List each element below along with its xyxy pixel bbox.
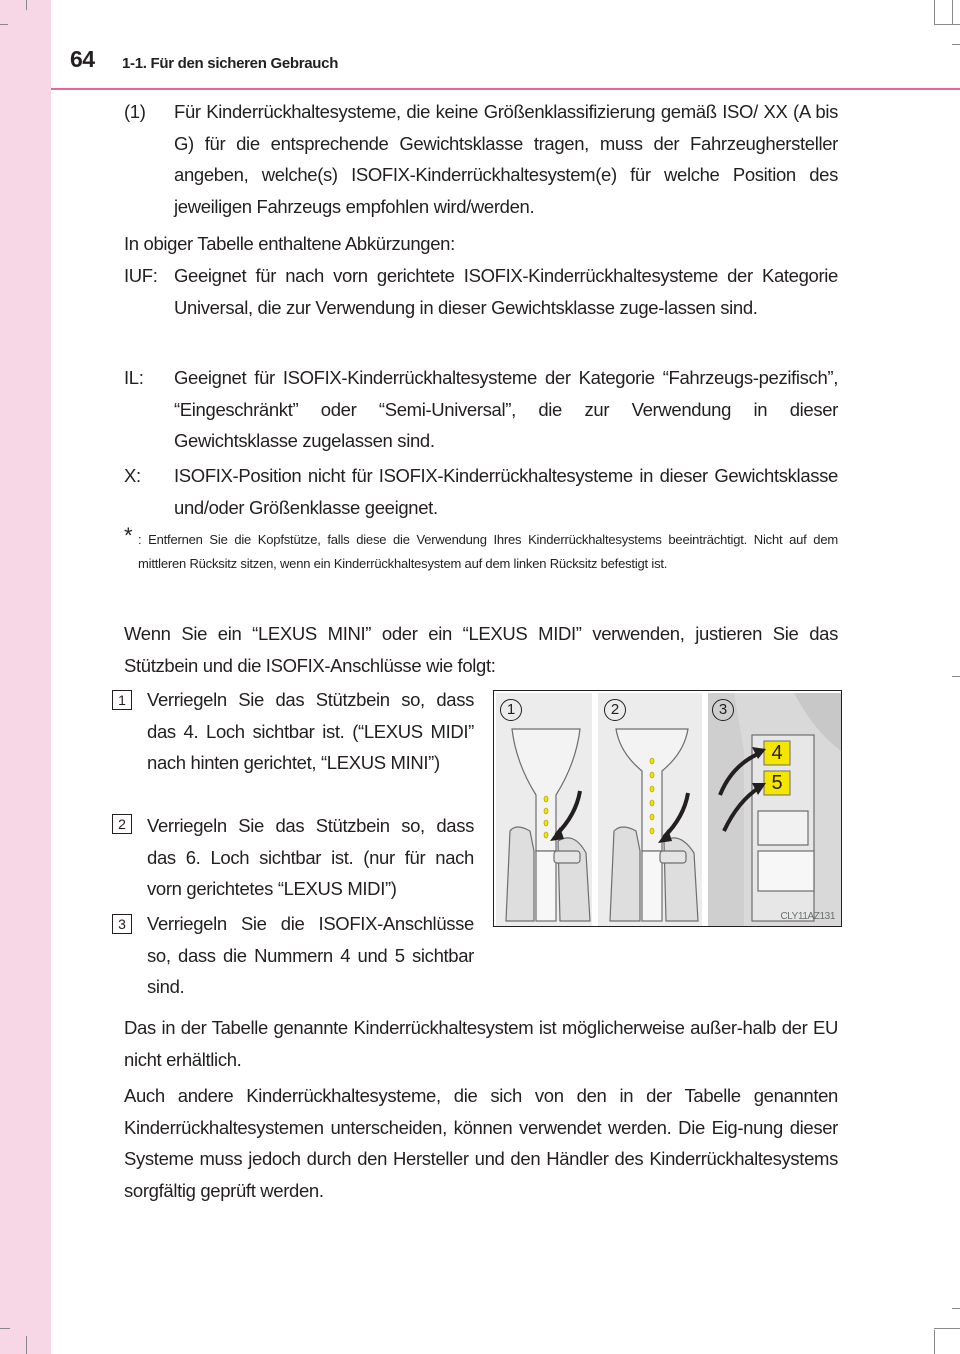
abbreviation-intro: In obiger Tabelle enthaltene Abkürzungen: — [124, 233, 455, 254]
crop-mark — [952, 44, 960, 45]
page-number: 64 — [70, 46, 95, 72]
abbreviation-key: IL: — [124, 367, 144, 388]
panel-label-2: 2 — [604, 699, 626, 721]
crop-mark — [934, 1328, 960, 1329]
other-systems-text: Auch andere Kinderrückhaltesysteme, die sich von den in der Tabelle genannten Kinderrückhaltesystemen unterscheiden, können verwendet werden. Die Eig-nung dieser Systeme muss jedoch durch den Hersteller und den Händler des Kinderrückhaltesystems sorgfältig geprüft werden. — [124, 1085, 838, 1201]
abbreviation-text: Geeignet für ISOFIX-Kinderrückhaltesysteme der Kategorie “Fahrzeugs-pezifisch”, “Eingeschränkt” oder “Semi-Universal”, die zur Verwendung in dieser Gewichtsklasse zugelassen sind. — [174, 367, 838, 451]
crop-mark — [934, 24, 960, 25]
abbreviation-key: X: — [124, 465, 141, 486]
footnote-text: : Entfernen Sie die Kopfstütze, falls diese die Verwendung Ihres Kinderrückhaltesystems beeinträchtigt. Nicht auf dem mittleren Rücksitz sitzen, wenn ein Kinderrückhaltesystem auf dem linken Rücksitz befestigt ist. — [138, 532, 838, 571]
crop-mark — [0, 24, 8, 25]
panel-label-3: 3 — [712, 699, 734, 721]
footnote-marker: * — [124, 523, 133, 548]
step-number: 1 — [112, 690, 132, 710]
abbreviation-key: IUF: — [124, 265, 158, 286]
step-text: Verriegeln Sie die ISOFIX-Anschlüsse so, dass die Nummern 4 und 5 sichtbar sind. — [147, 913, 474, 997]
illustration-drawing — [494, 691, 842, 927]
step-text: Verriegeln Sie das Stützbein so, dass das 4. Loch sichtbar ist. (“LEXUS MIDI” nach hinten gerichtet, “LEXUS MINI”) — [147, 689, 474, 773]
header-rule — [51, 88, 960, 90]
step-number: 3 — [112, 914, 132, 934]
abbreviation-text: Geeignet für nach vorn gerichtete ISOFIX-Kinderrückhaltesysteme der Kategorie Universal, die zur Verwendung in dieser Gewichtsklasse zuge-lassen sind. — [174, 265, 838, 318]
crop-mark — [952, 676, 960, 677]
adjustment-illustration — [493, 690, 842, 927]
section-title: 1-1. Für den sicheren Gebrauch — [122, 55, 339, 72]
figure-code: CLY11AZ131 — [780, 911, 835, 922]
abbreviation-text: ISOFIX-Position nicht für ISOFIX-Kinderrückhaltesysteme in dieser Gewichtsklasse und/oder Größenklasse geeignet. — [174, 465, 838, 518]
lexus-intro: Wenn Sie ein “LEXUS MINI” oder ein “LEXUS MIDI” verwenden, justieren Sie das Stützbein und die ISOFIX-Anschlüsse wie folgt: — [124, 623, 838, 676]
crop-mark — [26, 1336, 27, 1354]
crop-mark — [952, 1308, 960, 1309]
panel-label-1: 1 — [500, 699, 522, 721]
step-number: 2 — [112, 814, 132, 834]
crop-mark — [934, 0, 935, 24]
crop-mark — [952, 0, 953, 24]
crop-mark — [26, 0, 27, 10]
left-margin-band — [0, 0, 51, 1354]
number-4-label: 4 — [771, 742, 783, 764]
note-text: Für Kinderrückhaltesysteme, die keine Größenklassifizierung gemäß ISO/ XX (A bis G) für die entsprechende Gewichtsklasse tragen, muss der Fahrzeughersteller angeben, welche(s) ISOFIX-Kinderrückhaltesystem(e) für welche Position des jeweiligen Fahrzeugs empfohlen wird/werden. — [174, 101, 838, 217]
crop-mark — [0, 1328, 10, 1329]
availability-text: Das in der Tabelle genannte Kinderrückhaltesystem ist möglicherweise außer-halb der EU nicht erhältlich. — [124, 1017, 838, 1070]
crop-mark — [934, 1330, 935, 1354]
number-5-label: 5 — [771, 772, 783, 794]
step-text: Verriegeln Sie das Stützbein so, dass das 6. Loch sichtbar ist. (nur für nach vorn gerichtetes “LEXUS MIDI”) — [147, 815, 474, 899]
note-label: (1) — [124, 101, 146, 122]
